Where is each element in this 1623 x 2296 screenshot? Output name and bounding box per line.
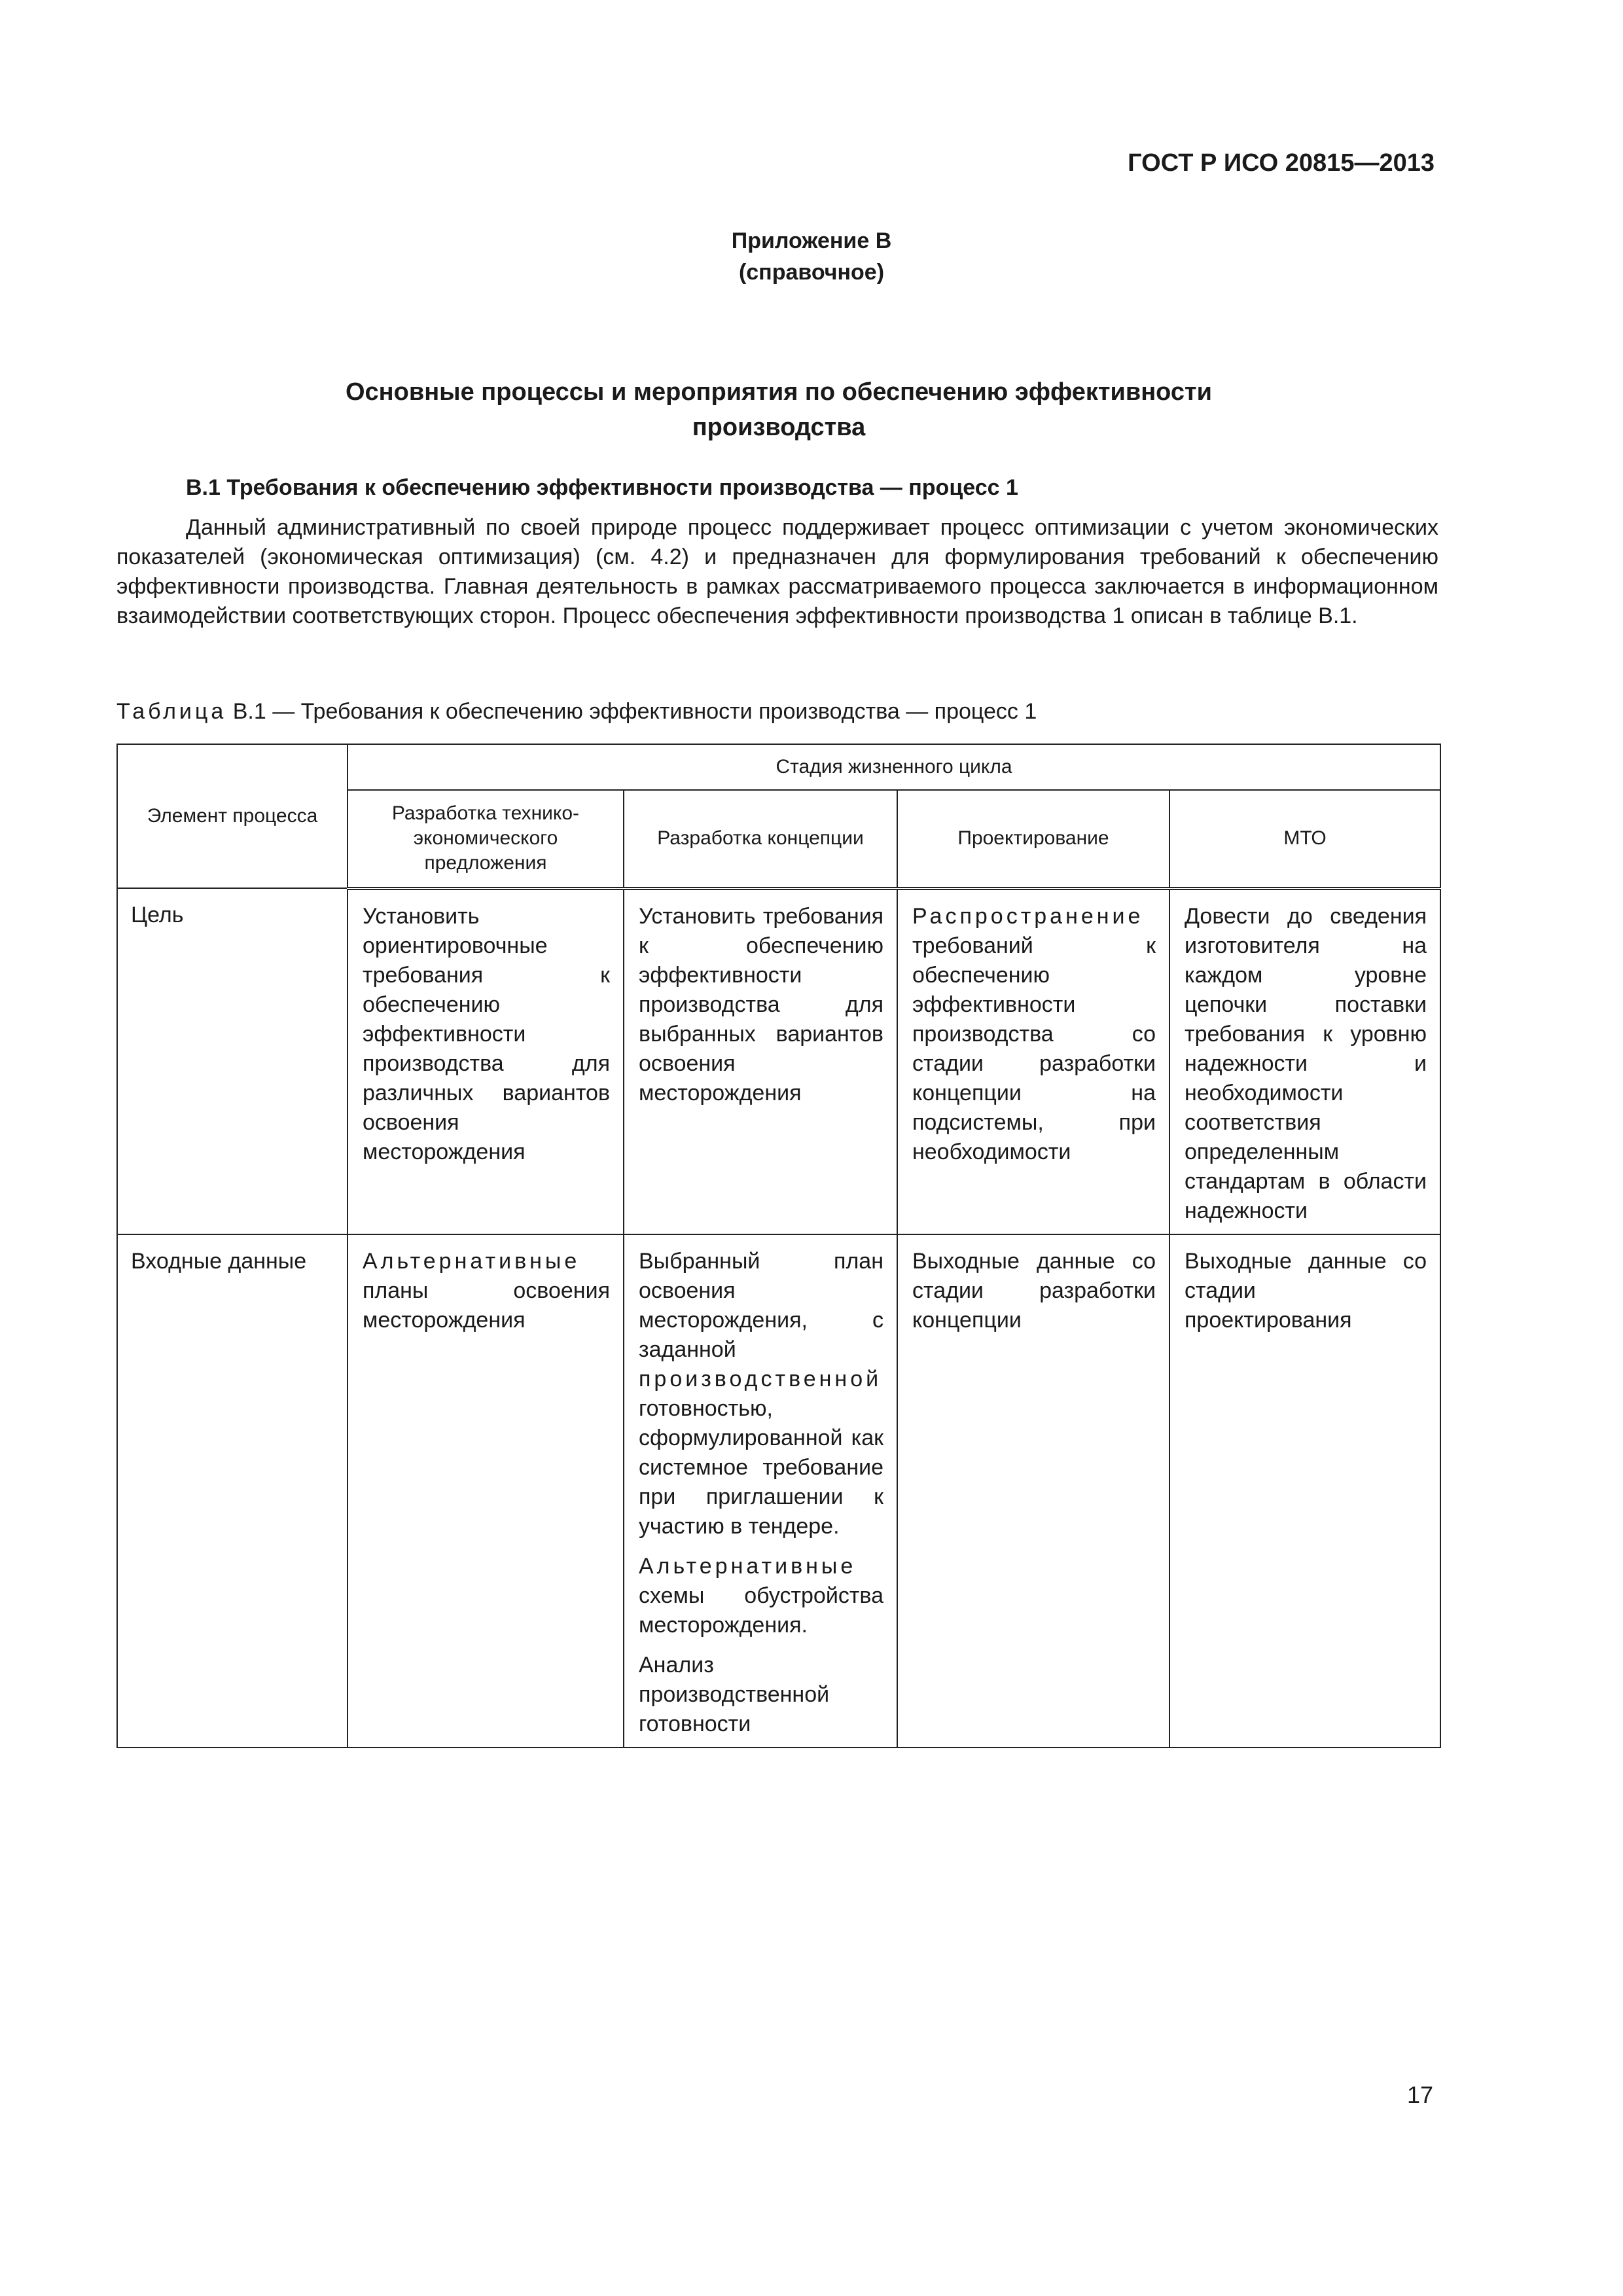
- cell-text: Выбранный план освоения месторождения, с заданной: [639, 1248, 883, 1362]
- table-cell: Установить ориентировочные требования к обеспечению эффективности производства для различных вариантов освоения месторождения: [348, 888, 624, 1234]
- row-label: Входные данные: [117, 1234, 348, 1748]
- appendix-title: Приложение В: [731, 228, 892, 253]
- table-cell: Выходные данные со стадии проектирования: [1169, 1234, 1440, 1748]
- spaced-term: Распространение: [912, 903, 1144, 929]
- header-col-design: Проектирование: [897, 790, 1169, 888]
- spaced-term: Альтернативные: [363, 1248, 580, 1274]
- table-cell: Довести до сведения изготовителя на каждом уровне цепочки поставки требования к уровню надежности и необходимости соответствия определенным стандартам в области надежности: [1169, 888, 1440, 1234]
- spaced-term: производственной: [639, 1366, 882, 1391]
- header-stage: Стадия жизненного цикла: [348, 744, 1440, 790]
- table-row: [117, 1234, 1440, 1748]
- main-title: [249, 374, 1309, 445]
- header-col-procurement: МТО: [1169, 790, 1440, 888]
- page-number: 17: [1406, 2081, 1433, 2108]
- cell-text: готовностью, сформулированной как системное требование при приглашении к участию в тендере.: [639, 1395, 883, 1539]
- table-caption-word: Таблица: [116, 699, 227, 724]
- table-cell: Установить требования к обеспечению эффективности производства для выбранных вариантов освоения месторождения: [624, 888, 897, 1234]
- cell-text: схемы обустройства месторождения.: [639, 1583, 883, 1638]
- cell-text: требований к обеспечению эффективности производства со стадии разработки концепции на подсистемы, при необходимости: [912, 933, 1156, 1164]
- table-cell: [897, 888, 1169, 1234]
- process-table: [116, 744, 1441, 1748]
- section-heading: В.1 Требования к обеспечению эффективности производства — процесс 1: [186, 475, 1018, 500]
- header-element: Элемент процесса: [117, 744, 348, 888]
- table-cell: Выходные данные со стадии разработки концепции: [897, 1234, 1169, 1748]
- table-caption: [116, 699, 1037, 725]
- header-col-feasibility: Разработка технико-экономического предложения: [348, 790, 624, 888]
- cell-paragraph: [639, 1552, 883, 1640]
- row-label: Цель: [117, 888, 348, 1234]
- main-title-line-2: производства: [692, 414, 866, 441]
- table-row: [117, 888, 1440, 1234]
- cell-paragraph: Анализ производственной готовности: [639, 1652, 830, 1736]
- table-cell: [348, 1234, 624, 1748]
- table-caption-text: В.1 — Требования к обеспечению эффективности производства — процесс 1: [226, 699, 1037, 724]
- spaced-term: Альтернативные: [639, 1553, 857, 1579]
- cell-text: планы освоения месторождения: [363, 1278, 610, 1333]
- section-paragraph: Данный административный по своей природе процесс поддерживает процесс оптимизации с учетом экономических показателей (экономическая оптимизация) (см. 4.2) и предназначен для формулирования требований к обеспечению эффективности производства. Главная деятельность в рамках рассматриваемого процесса заключается в информационном взаимодействии соответствующих сторон. Процесс обеспечения эффективности производства 1 описан в таблице В.1.: [116, 515, 1438, 628]
- header-col-concept: Разработка концепции: [624, 790, 897, 888]
- appendix-note: (справочное): [738, 260, 885, 285]
- table-cell: [624, 1234, 897, 1748]
- cell-paragraph: [639, 1247, 883, 1541]
- document-number: ГОСТ Р ИСО 20815—2013: [1128, 149, 1435, 177]
- main-title-line-1: Основные процессы и мероприятия по обеспечению эффективности: [345, 378, 1212, 406]
